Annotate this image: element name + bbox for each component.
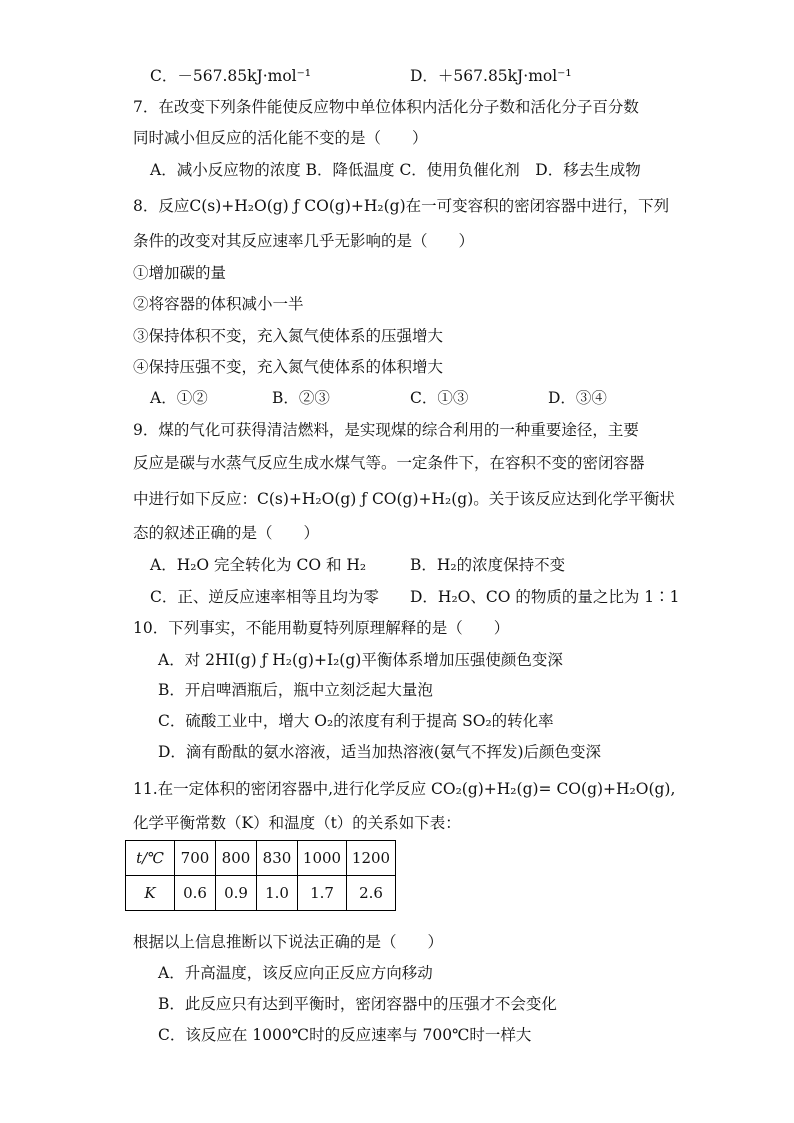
- q7-stem-line1: 7．在改变下列条件能使反应物中单位体积内活化分子数和活化分子百分数: [133, 98, 639, 116]
- q11-stem-line2: 化学平衡常数（K）和温度（t）的关系如下表：: [133, 814, 461, 832]
- table-cell: 700: [175, 841, 216, 876]
- q9-stem-line3: 中进行如下反应：C(s)+H₂O(g) ƒ CO(g)+H₂(g)。关于该反应达到化学平衡状: [133, 490, 675, 508]
- table-cell: 830: [257, 841, 298, 876]
- q8-option-c: C．①③: [410, 389, 469, 407]
- q8-stem-line2: 条件的改变对其反应速率几乎无影响的是（ ）: [133, 232, 475, 250]
- table-row: [126, 841, 396, 876]
- q10-option-c: C．硫酸工业中，增大 O₂的浓度有利于提高 SO₂的转化率: [158, 712, 554, 730]
- q11-option-c: C．该反应在 1000℃时的反应速率与 700℃时一样大: [158, 1026, 532, 1044]
- q8-option-a: A．①②: [150, 389, 208, 407]
- q9-option-c: C．正、逆反应速率相等且均为零: [150, 588, 379, 606]
- table-cell: 1.0: [257, 876, 298, 911]
- q8-option-b: B．②③: [272, 389, 330, 407]
- q9-option-b: B．H₂的浓度保持不变: [410, 556, 566, 574]
- q11-option-b: B．此反应只有达到平衡时，密闭容器中的压强才不会变化: [158, 995, 557, 1013]
- q7-options: A．减小反应物的浓度 B．降低温度 C．使用负催化剂 D．移去生成物: [150, 161, 641, 179]
- q11-stem-line3: 根据以上信息推断以下说法正确的是（ ）: [133, 933, 444, 951]
- q9-stem-line4: 态的叙述正确的是（ ）: [133, 524, 320, 542]
- table-row: [126, 876, 396, 911]
- table-cell: 1.7: [298, 876, 347, 911]
- q7-stem-line2: 同时减小但反应的活化能不变的是（ ）: [133, 129, 428, 147]
- table-cell: 1000: [298, 841, 347, 876]
- q8-stem-line1: 8．反应C(s)+H₂O(g) ƒ CO(g)+H₂(g)在一可变容积的密闭容器中进行，下列: [133, 197, 670, 215]
- q11-option-a: A．升高温度，该反应向正反应方向移动: [158, 964, 433, 982]
- q8-option-d: D．③④: [548, 389, 607, 407]
- table-cell: 1200: [347, 841, 396, 876]
- q10-option-b: B．开启啤酒瓶后，瓶中立刻泛起大量泡: [158, 681, 433, 699]
- q11-stem-line1: 11.在一定体积的密闭容器中,进行化学反应 CO₂(g)+H₂(g)= CO(g)+H₂O(g),: [133, 780, 676, 798]
- table-header-k: K: [126, 876, 175, 911]
- q8-item-2: ②将容器的体积减小一半: [133, 295, 304, 313]
- q6-option-c: C．－567.85kJ·mol⁻¹: [150, 67, 312, 85]
- q8-item-1: ①增加碳的量: [133, 264, 227, 282]
- q8-item-3: ③保持体积不变，充入氮气使体系的压强增大: [133, 327, 444, 345]
- equilibrium-constant-table: [125, 840, 396, 911]
- q9-stem-line2: 反应是碳与水蒸气反应生成水煤气等。一定条件下，在容积不变的密闭容器: [133, 454, 645, 472]
- q9-option-a: A．H₂O 完全转化为 CO 和 H₂: [150, 556, 367, 574]
- q10-stem: 10．下列事实，不能用勒夏特列原理解释的是（ ）: [133, 619, 510, 637]
- q10-option-d: D．滴有酚酞的氨水溶液，适当加热溶液(氨气不挥发)后颜色变深: [158, 743, 602, 761]
- q6-option-d: D．＋567.85kJ·mol⁻¹: [410, 67, 572, 85]
- q9-option-d: D．H₂O、CO 的物质的量之比为 1∶1: [410, 588, 680, 606]
- table-cell: 800: [216, 841, 257, 876]
- q8-item-4: ④保持压强不变，充入氮气使体系的体积增大: [133, 358, 444, 376]
- q10-option-a: A．对 2HI(g) ƒ H₂(g)+I₂(g)平衡体系增加压强使颜色变深: [158, 651, 563, 669]
- q9-stem-line1: 9．煤的气化可获得清洁燃料，是实现煤的综合利用的一种重要途径，主要: [133, 421, 639, 439]
- table-header-temperature: t/℃: [126, 841, 175, 876]
- table-cell: 2.6: [347, 876, 396, 911]
- table-cell: 0.9: [216, 876, 257, 911]
- table-cell: 0.6: [175, 876, 216, 911]
